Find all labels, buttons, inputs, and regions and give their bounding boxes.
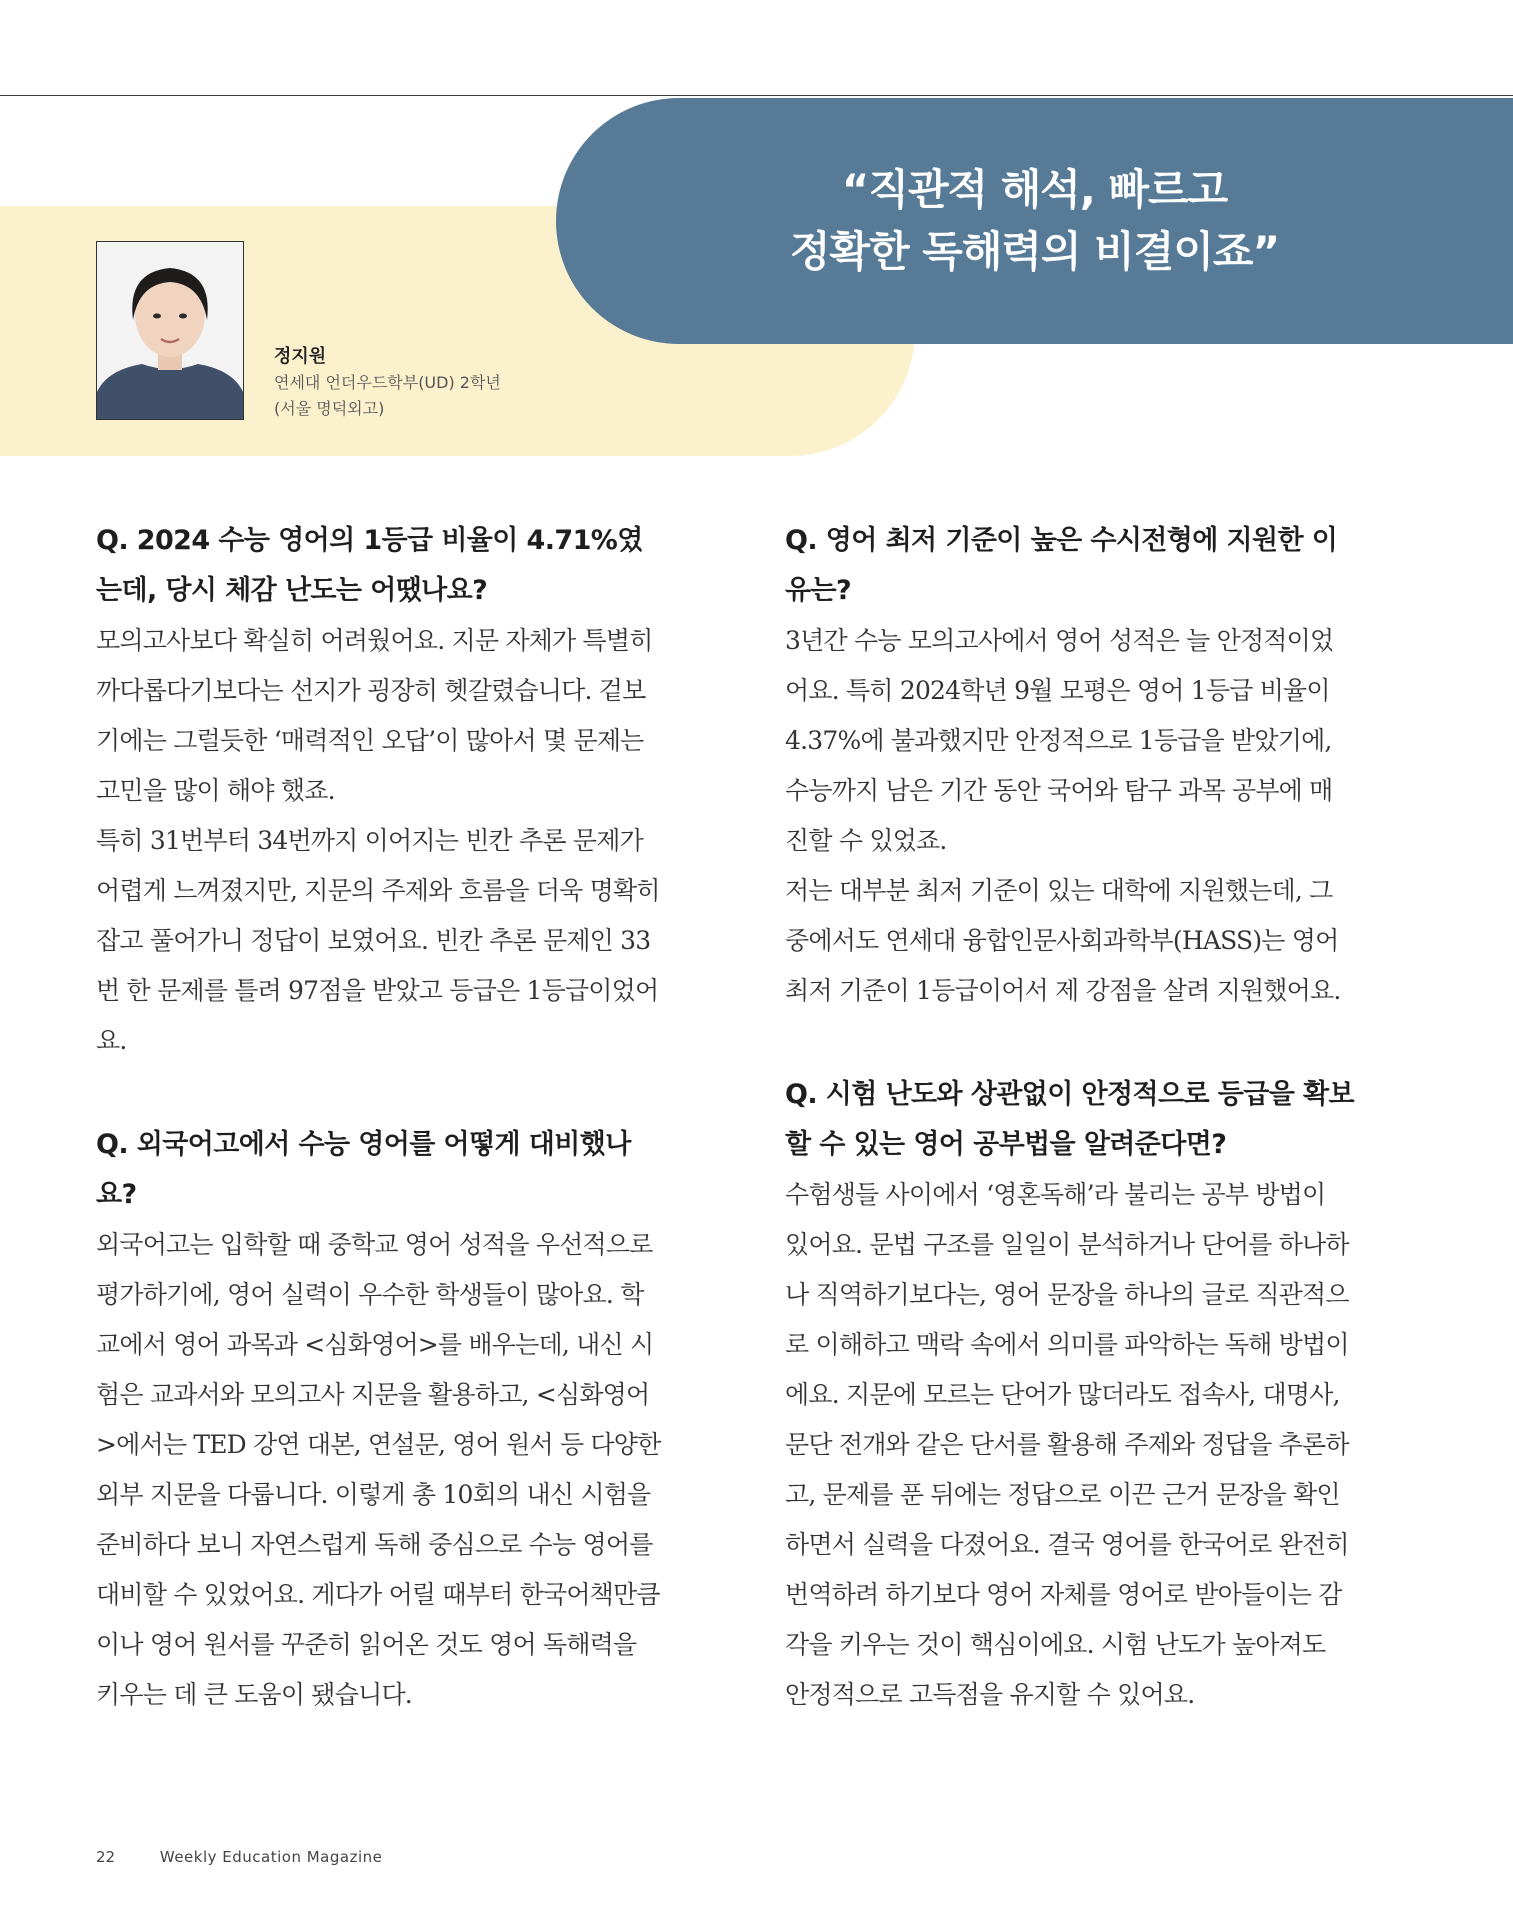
magazine-name: Weekly Education Magazine <box>159 1848 383 1866</box>
page-number: 22 <box>96 1848 116 1866</box>
top-divider <box>0 95 1513 96</box>
profile-school: 연세대 언더우드학부(UD) 2학년 <box>274 373 501 392</box>
headline-line-1: “직관적 해석, 빠르고 <box>841 165 1228 214</box>
answer-paragraph: 3년간 수능 모의고사에서 영어 성적은 늘 안정적이었어요. 특히 2024학년 9월 모평은 영어 1등급 비율이 4.37%에 불과했지만 안정적으로 1등급을 받았기에, 수능까지 남은 기간 동안 국어와 탐구 과목 공부에 매진할 수 있었죠. <box>785 626 1334 855</box>
question: Q. 영어 최저 기준이 높은 수시전형에 지원한 이유는? <box>785 525 1338 606</box>
right-column <box>785 516 1355 1774</box>
qa-block <box>785 1070 1355 1720</box>
answer-paragraph: 수험생들 사이에서 ‘영혼독해’라 불리는 공부 방법이 있어요. 문법 구조를 일일이 분석하거나 단어를 하나하나 직역하기보다는, 영어 문장을 하나의 글로 직관적으로 이해하고 맥락 속에서 의미를 파악하는 독해 방법이에요. 지문에 모르는 단어가 많더라도 접속사, 대명사, 문단 전개와 같은 단서를 활용해 주제와 정답을 추론하고, 문제를 푼 뒤에는 정답으로 이끈 근거 문장을 확인하면서 실력을 다졌어요. 결국 영어를 한국어로 완전히 번역하려 하기보다 영어 자체를 영어로 받아들이는 감각을 키우는 것이 핵심이에요. 시험 난도가 높아져도 안정적으로 고득점을 유지할 수 있어요. <box>785 1180 1349 1709</box>
headline-banner <box>556 98 1513 344</box>
qa-block <box>96 516 666 1066</box>
answer-paragraph: 모의고사보다 확실히 어려웠어요. 지문 자체가 특별히 까다롭다기보다는 선지가 굉장히 헷갈렸습니다. 겉보기에는 그럴듯한 ‘매력적인 오답’이 많아서 몇 문제는 고민을 많이 해야 했죠. <box>96 626 653 805</box>
answer-paragraph: 저는 대부분 최저 기준이 있는 대학에 지원했는데, 그중에서도 연세대 융합인문사회과학부(HASS)는 영어 최저 기준이 1등급이어서 제 강점을 살려 지원했어요. <box>785 876 1341 1005</box>
answer-paragraph: 외국어고는 입학할 때 중학교 영어 성적을 우선적으로 평가하기에, 영어 실력이 우수한 학생들이 많아요. 학교에서 영어 과목과 <심화영어>를 배우는데, 내신 시험은 교과서와 모의고사 지문을 활용하고, <심화영어>에서는 TED 강연 대본, 연설문, 영어 원서 등 다양한 외부 지문을 다룹니다. 이렇게 총 10회의 내신 시험을 준비하다 보니 자연스럽게 독해 중심으로 수능 영어를 대비할 수 있었어요. 게다가 어릴 때부터 한국어책만큼이나 영어 원서를 꾸준히 읽어온 것도 영어 독해력을 키우는 데 큰 도움이 됐습니다. <box>96 1230 661 1709</box>
question: Q. 외국어고에서 수능 영어를 어떻게 대비했나요? <box>96 1129 631 1210</box>
question: Q. 시험 난도와 상관없이 안정적으로 등급을 확보할 수 있는 영어 공부법을 알려준다면? <box>785 1079 1354 1160</box>
profile-high-school: (서울 명덕외고) <box>274 399 385 418</box>
question: Q. 2024 수능 영어의 1등급 비율이 4.71%였는데, 당시 체감 난도는 어땠나요? <box>96 525 643 606</box>
profile-name: 정지원 <box>274 346 327 367</box>
page-footer <box>96 1848 382 1866</box>
profile-photo <box>96 241 244 420</box>
answer-paragraph: 특히 31번부터 34번까지 이어지는 빈칸 추론 문제가 어렵게 느껴졌지만, 지문의 주제와 흐름을 더욱 명확히 잡고 풀어가니 정답이 보였어요. 빈칸 추론 문제인 33번 한 문제를 틀려 97점을 받았고 등급은 1등급이었어요. <box>96 826 660 1055</box>
qa-block <box>96 1120 666 1720</box>
left-column <box>96 516 666 1774</box>
qa-block <box>785 516 1355 1016</box>
profile-info <box>274 344 501 422</box>
headline-line-2: 정확한 독해력의 비결이죠” <box>789 227 1280 276</box>
